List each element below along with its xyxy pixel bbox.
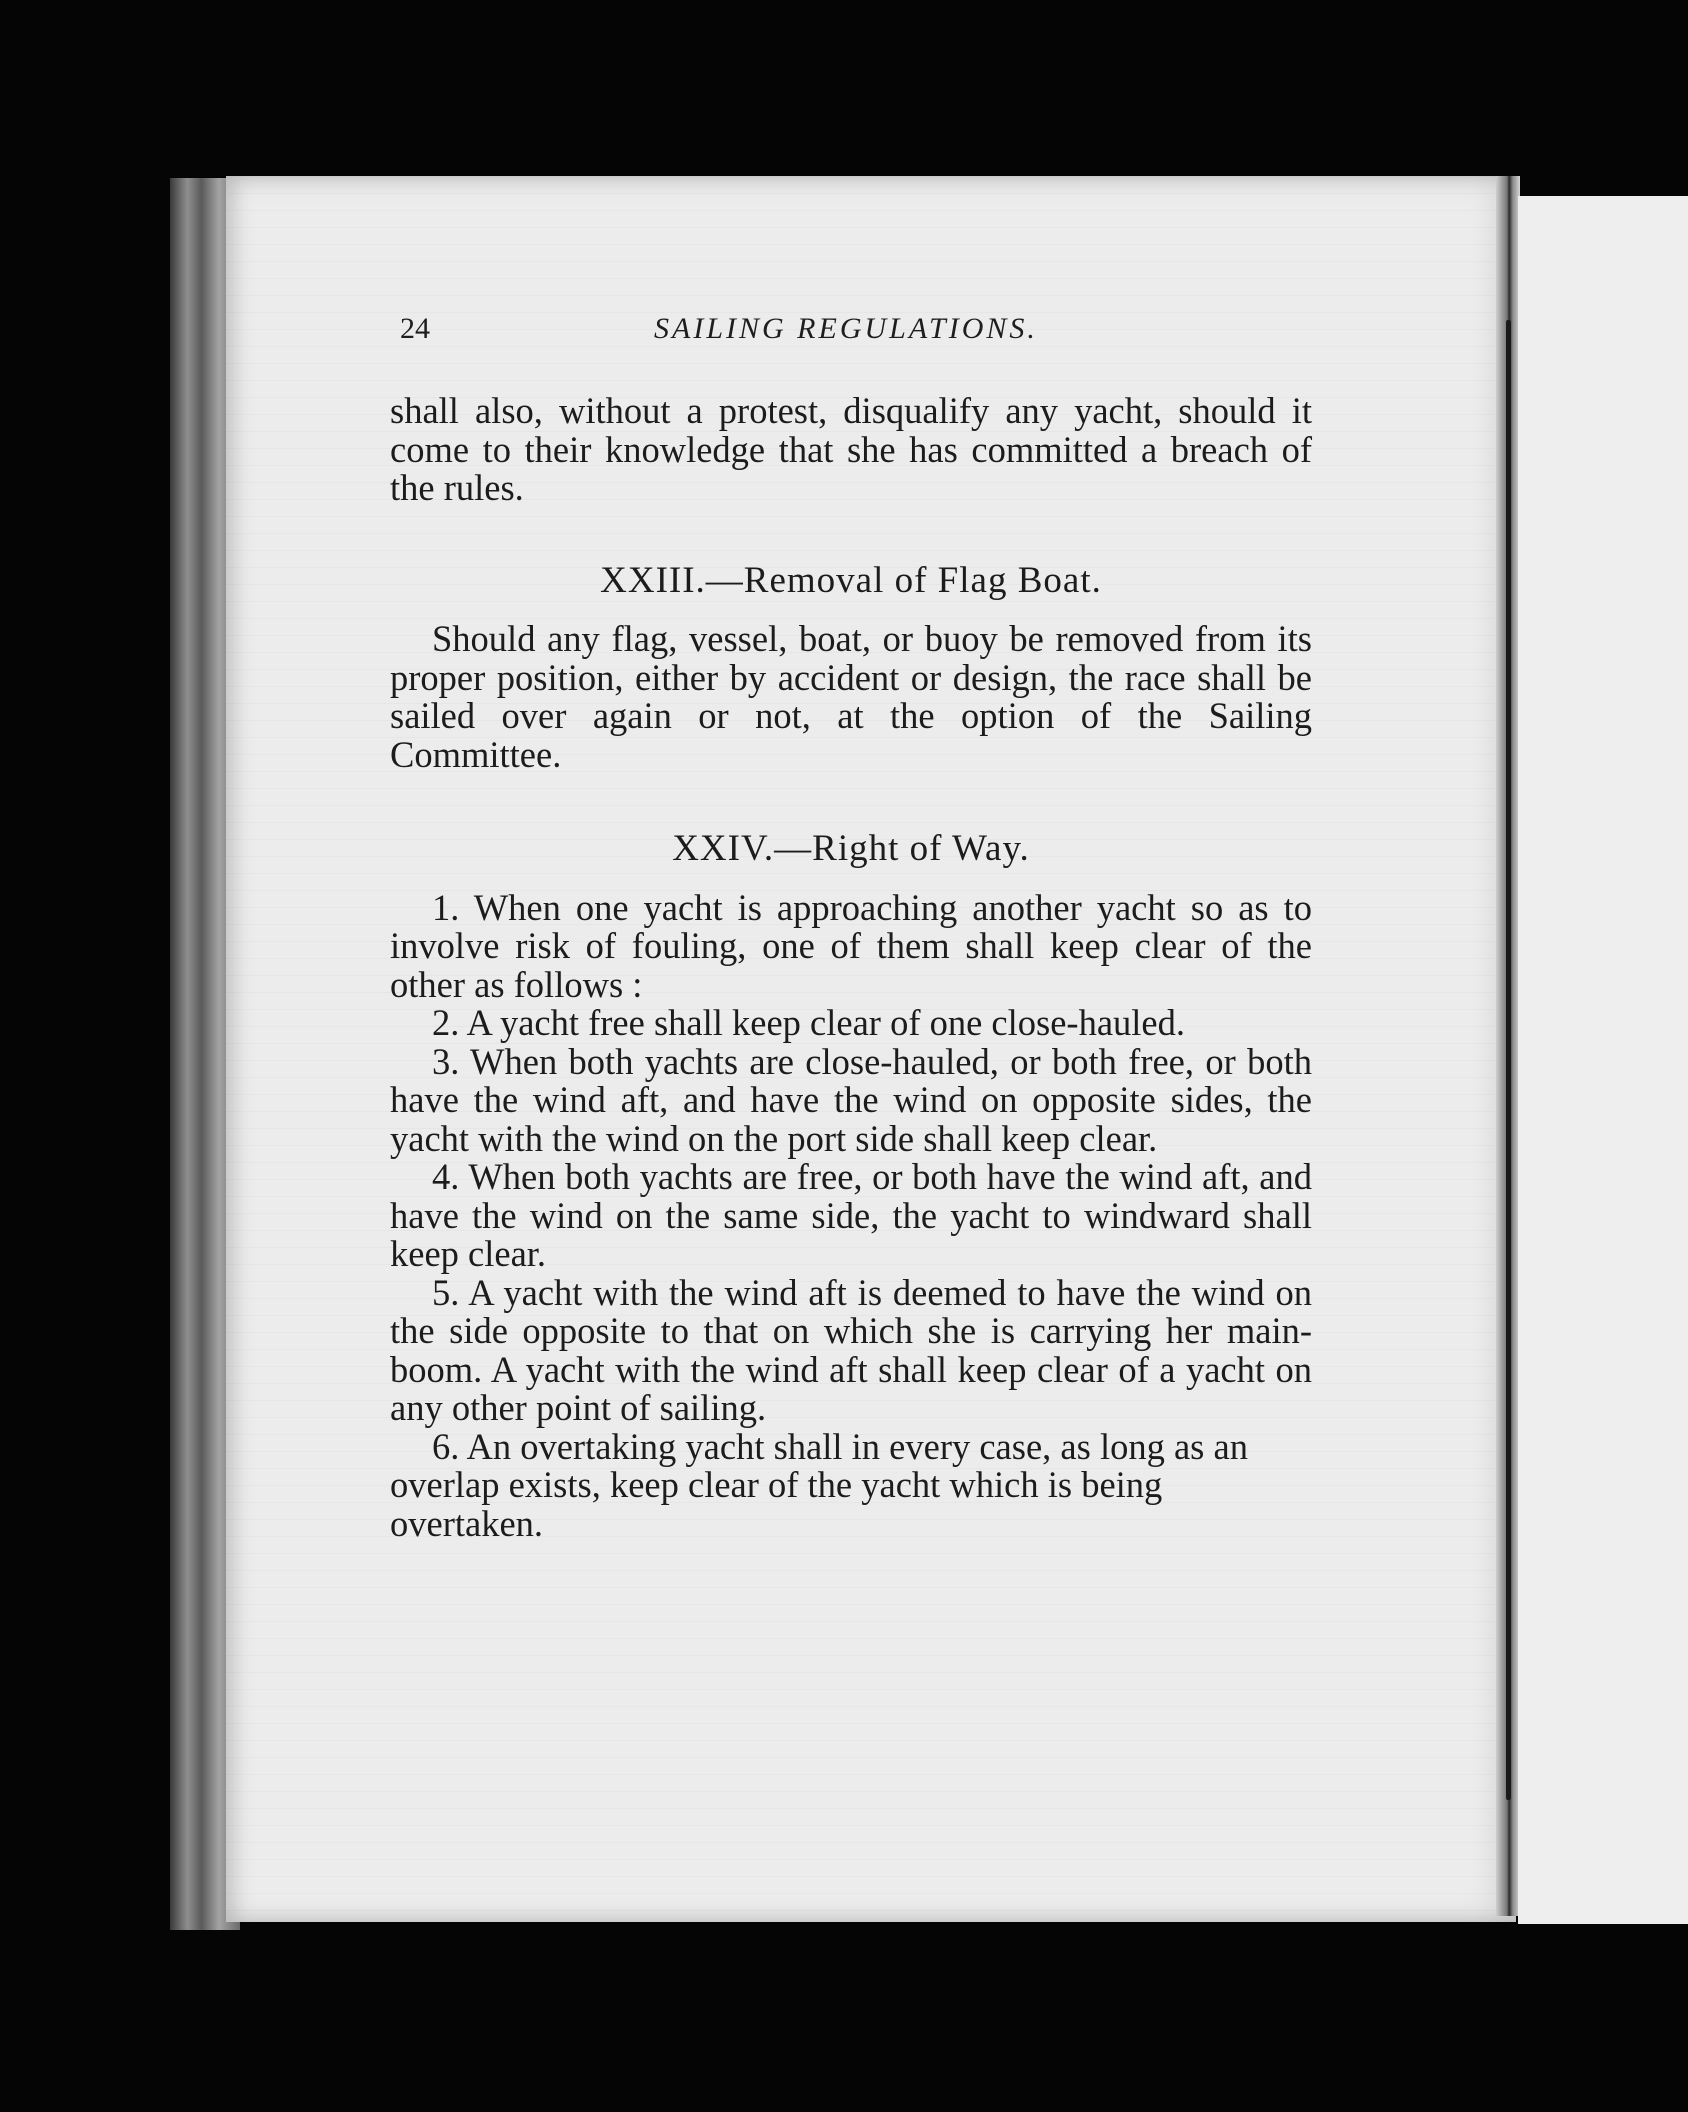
binding-thread <box>1506 320 1511 1800</box>
running-title: SAILING REGULATIONS. <box>654 312 1038 345</box>
rule-3: 3. When both yachts are close-hauled, or both free, or both have the wind aft, and have the wind on opposite sides, the yacht with the wind on the port side shall keep clear. <box>390 1040 1312 1159</box>
right-page-edge <box>1518 196 1688 1924</box>
rule-6: 6. An overtaking yacht shall in every case, as long as an overlap exists, keep clear of the yacht which is being overtaken. <box>390 1425 1248 1544</box>
rule-2: 2. A yacht free shall keep clear of one close-hauled. <box>432 1002 1185 1043</box>
rule-1: 1. When one yacht is approaching another yacht so as to involve risk of fouling, one of them shall keep clear of the other as follows : <box>390 886 1312 1005</box>
page-body <box>390 392 1312 1543</box>
section-heading-xxiii: XXIII.—Removal of Flag Boat. <box>600 559 1102 601</box>
continuation-paragraph: shall also, without a protest, disqualify any yacht, should it come to their knowledge that she has committed a breach of the rules. <box>390 390 1312 508</box>
page-number: 24 <box>400 312 430 345</box>
section-xxiii-paragraph: Should any flag, vessel, boat, or buoy be removed from its proper position, either by accident or design, the race shall be sailed over again or not, at the option of the Sailing Committee. <box>390 618 1312 775</box>
section-heading-xxiv: XXIV.—Right of Way. <box>672 828 1030 869</box>
rule-5: 5. A yacht with the wind aft is deemed to have the wind on the side opposite to that on which she is carrying her main-boom. A yacht with the wind aft shall keep clear of a yacht on any other point of sailing. <box>390 1271 1312 1428</box>
running-head <box>400 312 1320 356</box>
rule-4: 4. When both yachts are free, or both have the wind aft, and have the wind on the same side, the yacht to windward shall keep clear. <box>390 1156 1312 1274</box>
